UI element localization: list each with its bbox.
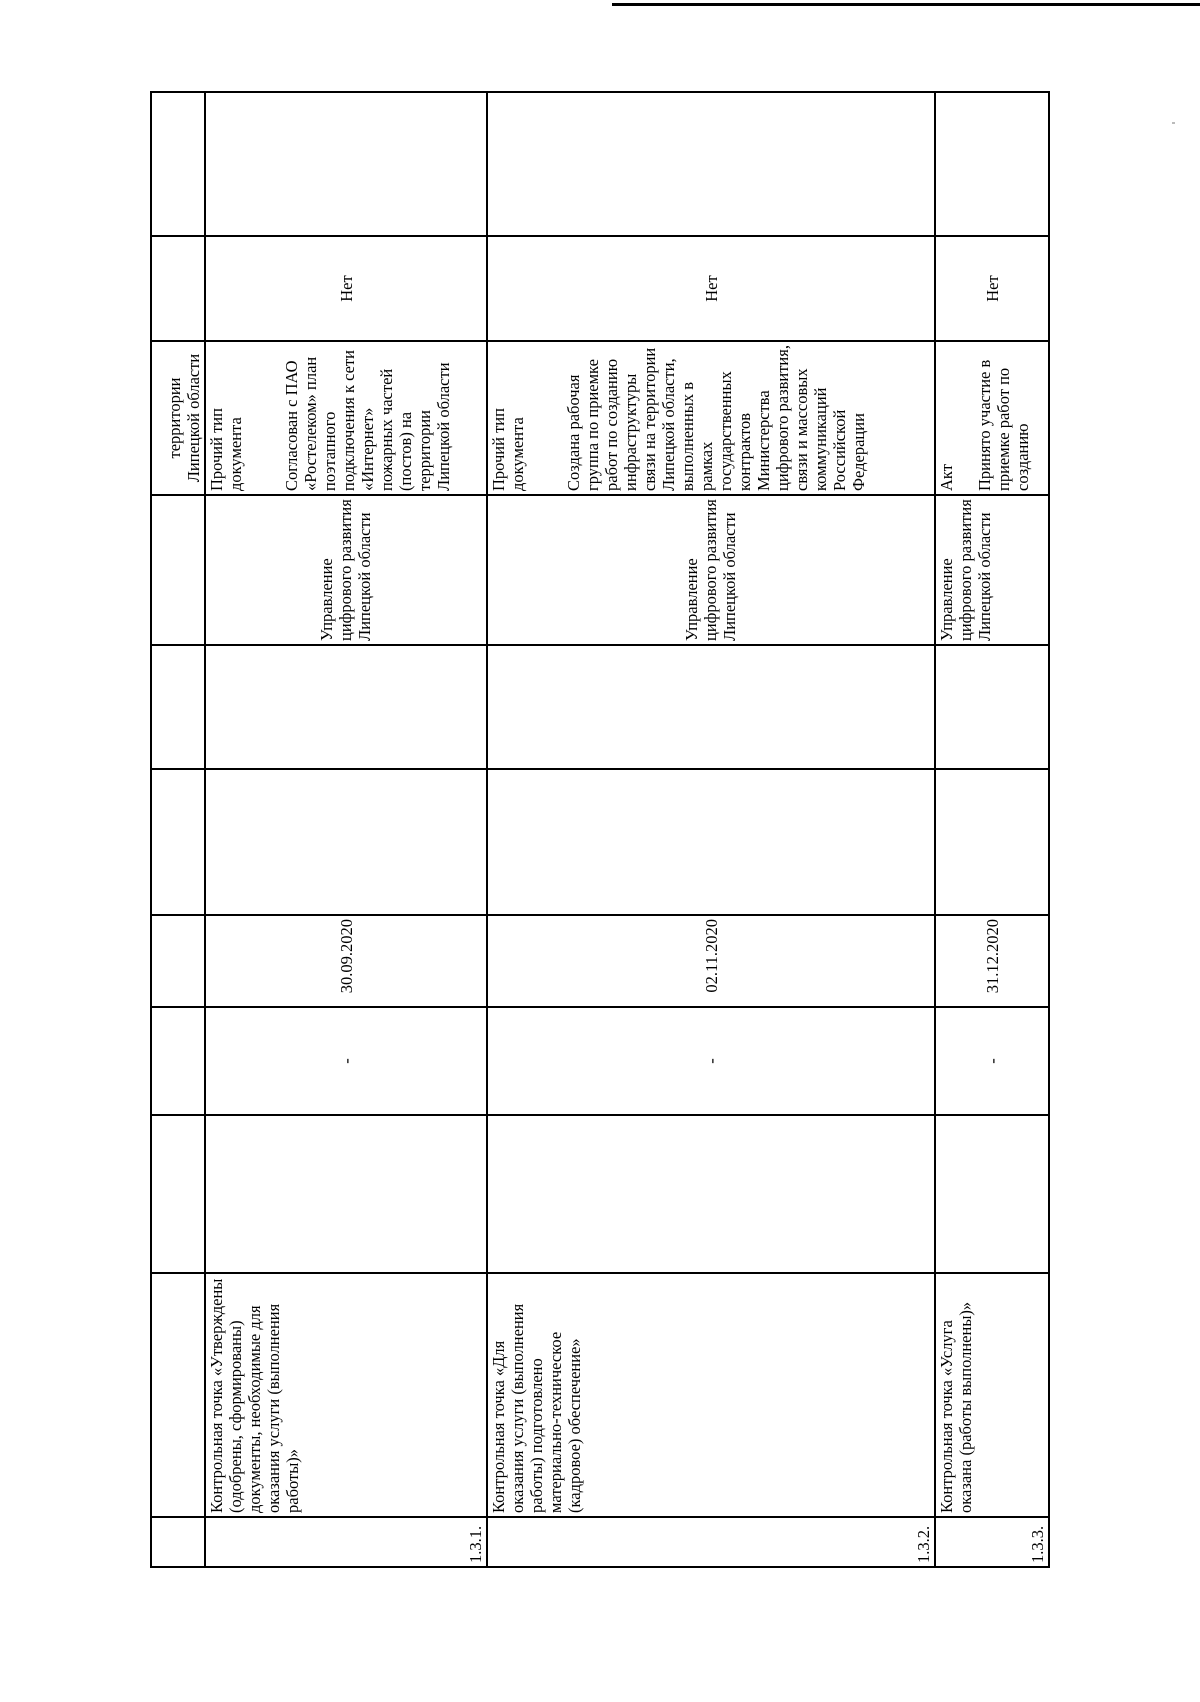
flag-value: Нет <box>205 236 487 341</box>
responsible-executor: Управление цифрового развития Липецкой области <box>935 495 1049 645</box>
document-description: Принято участие в приемке работ по созданию <box>975 359 1032 491</box>
control-point-name: Контрольная точка «Для оказания услуги (выполнения работы) подготовлено материально-техническое (кадровое) обеспечение» <box>487 1273 935 1517</box>
start-date-dash: - <box>205 1007 487 1115</box>
cell-empty <box>935 769 1049 915</box>
table-row-header-continuation <box>151 92 205 1567</box>
control-point-name: Контрольная точка «Утверждены (одобрены, сформированы) документы, необходимые для оказания услуги (выполнения работы)» <box>205 1273 487 1517</box>
cell-empty <box>205 769 487 915</box>
table-row <box>205 92 487 1567</box>
cell-empty <box>151 1007 205 1115</box>
table-row <box>487 92 935 1567</box>
document-description: Согласован с ПАО «Ростелеком» план поэтапного подключения к сети «Интернет» пожарных частей (постов) на территории Липецкой области <box>282 350 453 491</box>
cell-empty <box>151 1517 205 1567</box>
responsible-executor: Управление цифрового развития Липецкой области <box>487 495 935 645</box>
control-point-name: Контрольная точка «Услуга оказана (работы выполнены)» <box>935 1273 1049 1517</box>
cell-empty <box>487 769 935 915</box>
cell-empty <box>151 915 205 1007</box>
cell-empty <box>935 1115 1049 1273</box>
end-date: 02.11.2020 <box>487 915 935 1007</box>
cell-empty <box>487 645 935 769</box>
responsible-executor: Управление цифрового развития Липецкой области <box>205 495 487 645</box>
cell-empty <box>151 92 205 236</box>
cell-doc-continuation: территории Липецкой области <box>151 341 205 495</box>
row-number: 1.3.3. <box>935 1517 1049 1567</box>
cell-empty <box>151 1273 205 1517</box>
cell-empty <box>151 769 205 915</box>
flag-value: Нет <box>487 236 935 341</box>
result-document <box>487 341 935 495</box>
flag-value: Нет <box>935 236 1049 341</box>
cell-empty <box>205 92 487 236</box>
table-row <box>935 92 1049 1567</box>
end-date: 30.09.2020 <box>205 915 487 1007</box>
result-document <box>205 341 487 495</box>
cell-empty <box>487 92 935 236</box>
document-description: Создана рабочая группа по приемке работ по созданию инфраструктуры связи на территории Липецкой области, выполненных в рамках государственных контрактов Министерства цифрового развития, связи и массовых коммуникаций Российской Федерации <box>564 345 868 491</box>
rotated-table-wrapper <box>150 93 1047 1568</box>
cell-empty <box>151 236 205 341</box>
cell-empty <box>151 645 205 769</box>
end-date: 31.12.2020 <box>935 915 1049 1007</box>
row-number: 1.3.1. <box>205 1517 487 1567</box>
scan-speck <box>1172 122 1175 124</box>
start-date-dash: - <box>935 1007 1049 1115</box>
control-points-table <box>150 91 1050 1568</box>
cell-empty <box>151 1115 205 1273</box>
start-date-dash: - <box>487 1007 935 1115</box>
document-type: Прочий тип документа <box>489 408 527 491</box>
result-document <box>935 341 1049 495</box>
cell-empty <box>935 645 1049 769</box>
cell-empty <box>205 645 487 769</box>
document-type: Акт <box>937 464 956 491</box>
cell-empty <box>935 92 1049 236</box>
cell-empty <box>487 1115 935 1273</box>
row-number: 1.3.2. <box>487 1517 935 1567</box>
cell-empty <box>205 1115 487 1273</box>
cell-empty <box>151 495 205 645</box>
top-border-rule <box>612 3 1200 6</box>
document-type: Прочий тип документа <box>207 408 245 491</box>
